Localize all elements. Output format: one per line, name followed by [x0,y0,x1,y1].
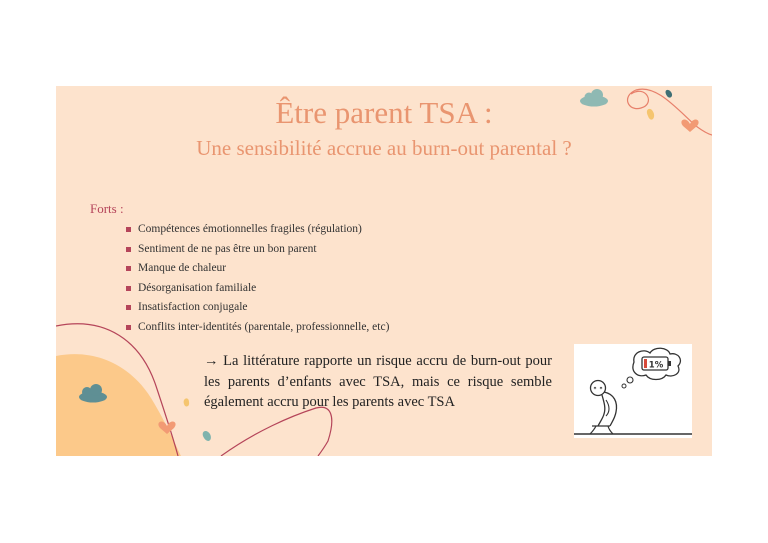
battery-percent-text: 1% [648,360,664,371]
list-item-text: Insatisfaction conjugale [138,301,248,313]
list-item [126,279,389,299]
slide-subtitle: Une sensibilité accrue au burn-out parental ? [196,136,572,160]
bullet-square-icon [126,286,131,291]
list-item-text: Désorganisation familiale [138,281,257,294]
curve-line-bottom [221,407,332,456]
list-item [126,220,389,240]
list-item [126,259,389,279]
bullet-square-icon [126,325,131,330]
bullet-square-icon [126,266,131,271]
low-battery-person-icon [574,344,692,438]
list-item [126,298,389,318]
list-item-text: Conflits inter-identités (parentale, professionnelle, etc) [138,320,390,333]
exhausted-person-illustration [574,344,692,438]
bullet-list [126,220,389,337]
list-item [126,240,389,260]
bullet-square-icon [126,227,131,232]
bullet-square-icon [126,305,131,310]
conclusion-paragraph: → La littérature rapporte un risque accru de burn-out pour les parents d’enfants avec TSA, mais ce risque semble également accru pour les parents avec TSA [204,353,552,410]
section-heading: Forts : [90,201,124,216]
list-item-text: Manque de chaleur [138,262,227,274]
slide-title: Être parent TSA : [275,95,493,130]
bullet-square-icon [126,247,131,252]
list-item [126,318,389,338]
list-item-text: Compétences émotionnelles fragiles (régulation) [138,223,362,235]
leaf-icon-bottom-yellow [184,398,189,406]
list-item-text: Sentiment de ne pas être un bon parent [138,242,317,255]
slide [56,86,712,456]
leaf-icon-bottom-teal [203,431,211,441]
